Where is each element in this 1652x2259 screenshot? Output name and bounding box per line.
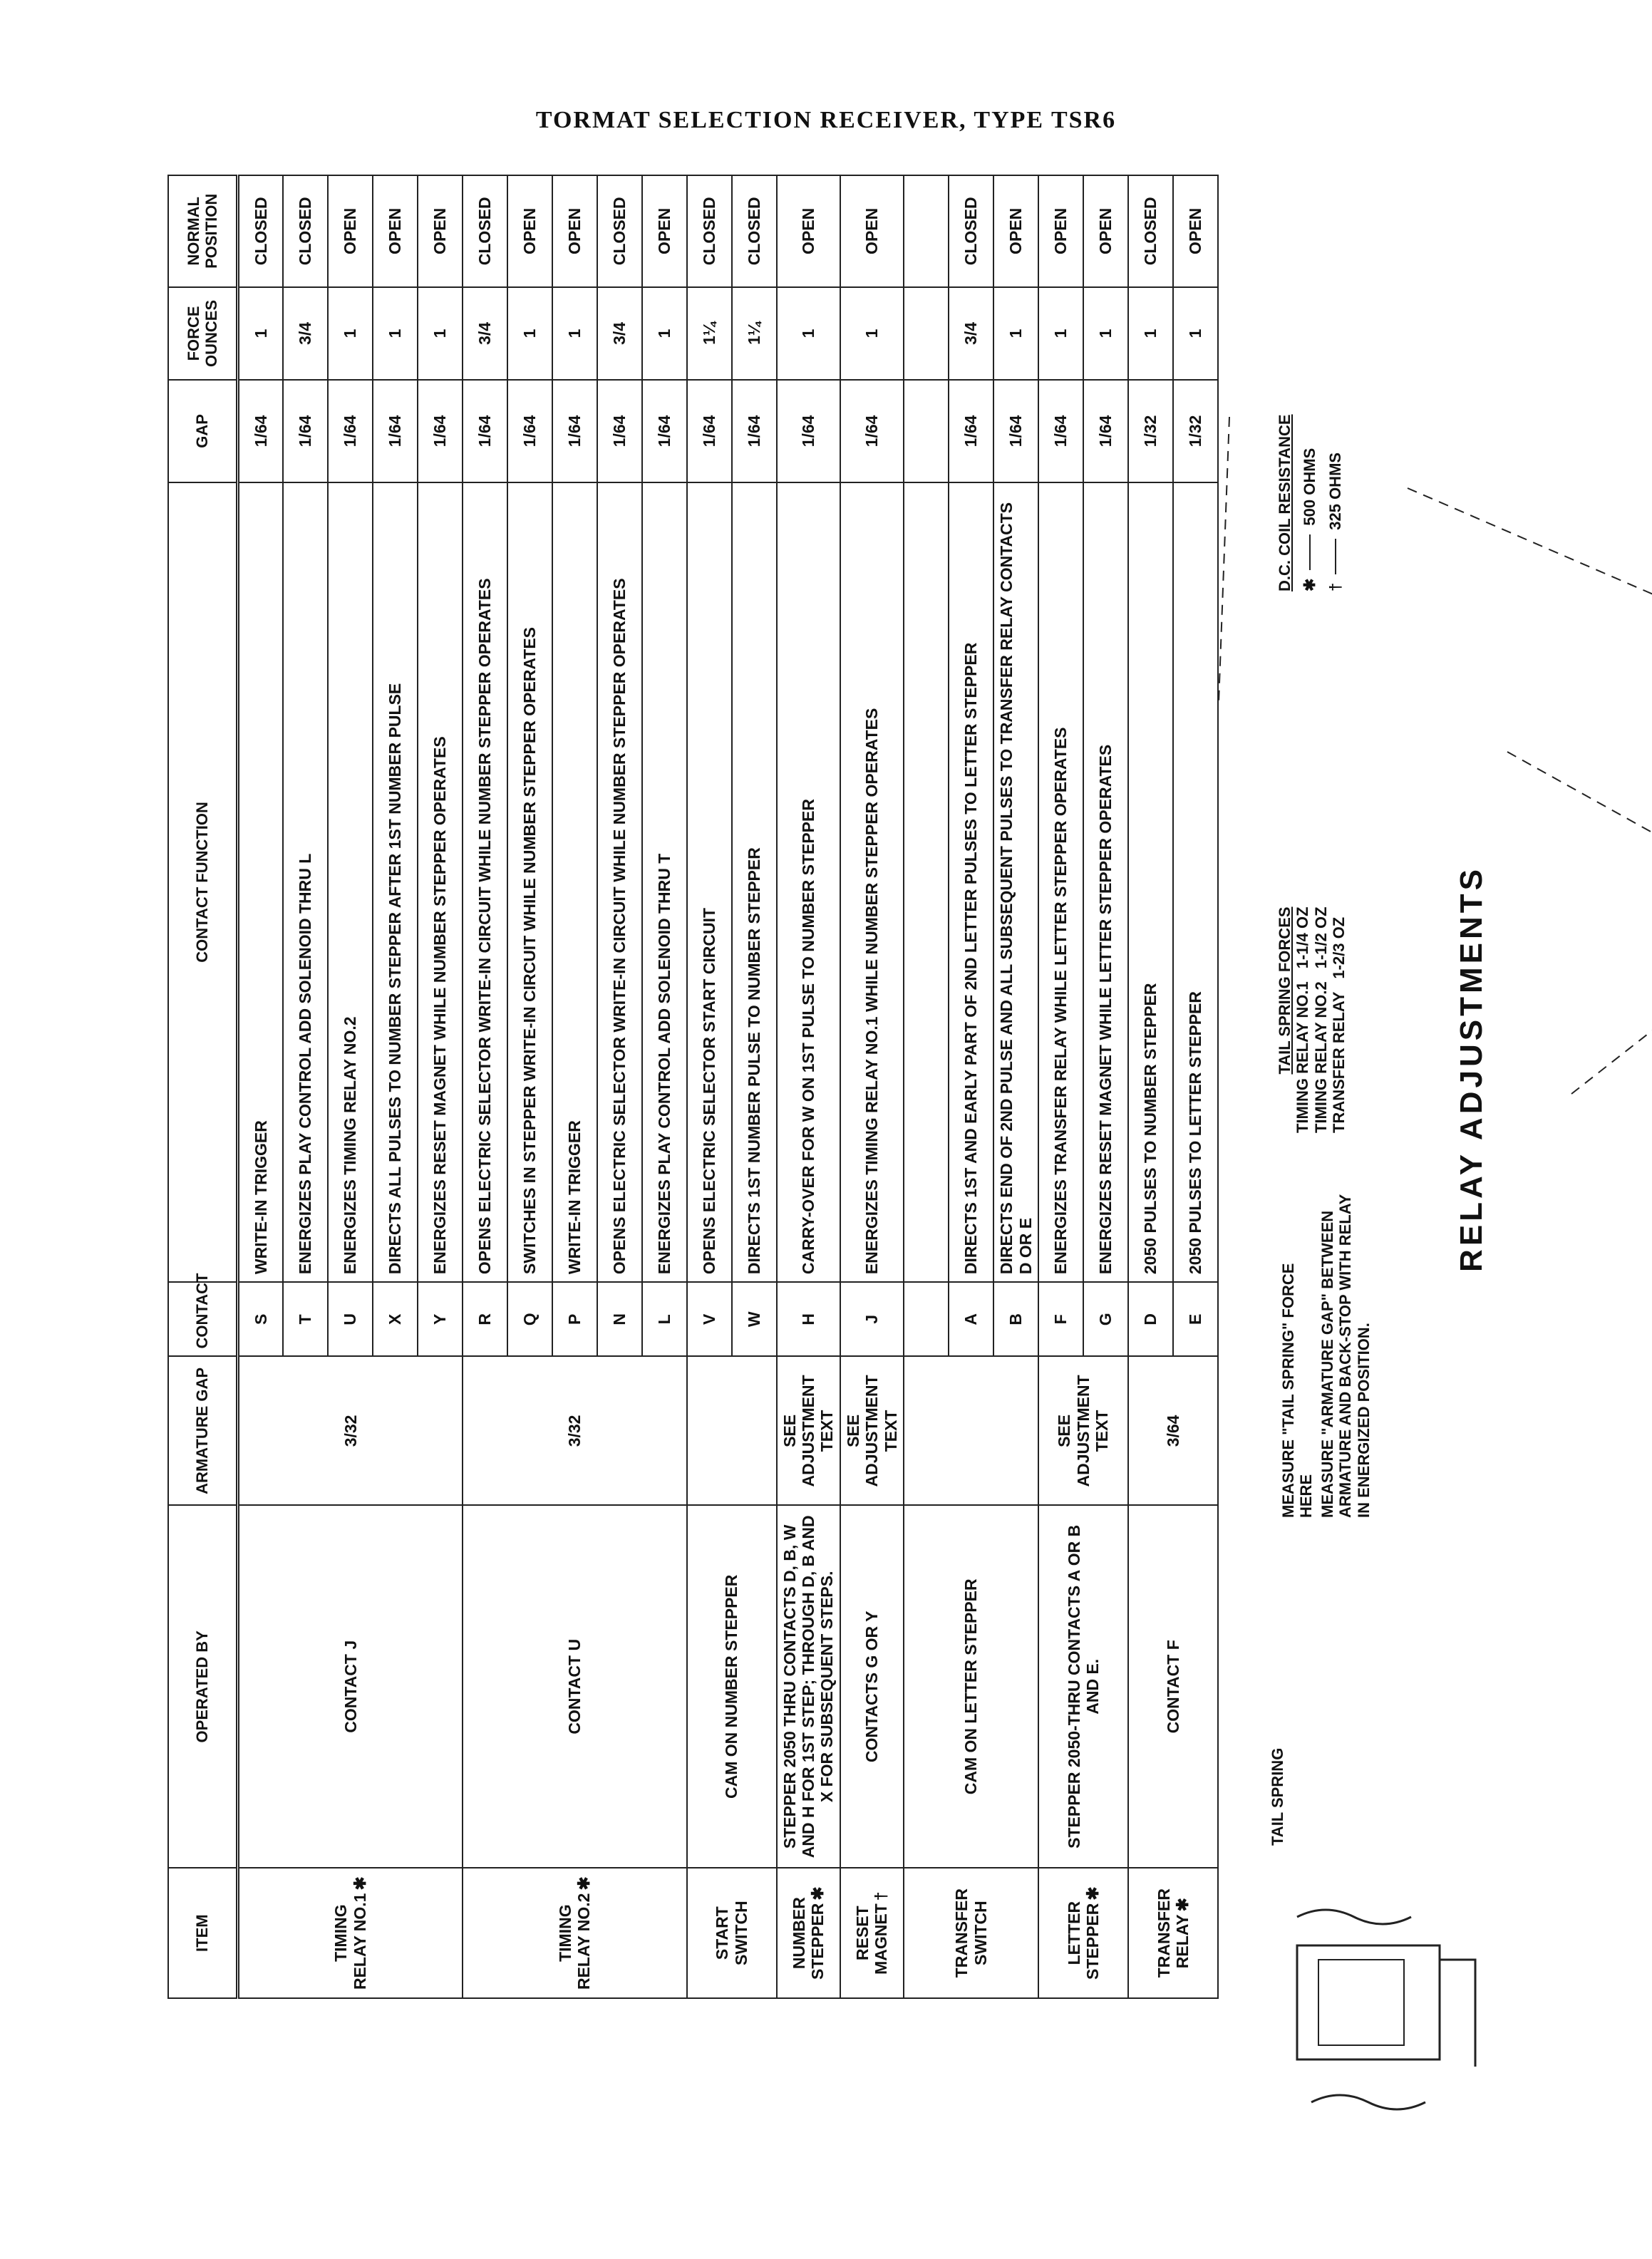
col-header-item: ITEM	[168, 1868, 238, 1998]
col-header-gap: GAP	[168, 380, 238, 482]
item-name: NUMBER STEPPER	[789, 1897, 827, 1980]
cell-force: 1	[507, 287, 552, 381]
item-name: TIMING RELAY NO.2	[555, 1893, 593, 1990]
cell-contact: U	[328, 1282, 373, 1356]
cell-force: 1	[1128, 287, 1173, 381]
cell-normal-position: OPEN	[1038, 175, 1083, 287]
relay-name: TRANSFER RELAY	[1329, 991, 1348, 1133]
cell-gap: 1/64	[552, 380, 597, 482]
cell-contact: R	[463, 1282, 507, 1356]
cell-normal-position: OPEN	[418, 175, 463, 287]
cell-contact-function: ENERGIZES PLAY CONTROL ADD SOLENOID THRU T	[642, 482, 687, 1282]
cell-armature-gap: SEE ADJUSTMENT TEXT	[777, 1357, 840, 1506]
cell-normal-position: CLOSED	[597, 175, 642, 287]
item-name: TIMING RELAY NO.1	[331, 1893, 369, 1990]
cell-gap: 1/64	[507, 380, 552, 482]
cell-contact-function: WRITE-IN TRIGGER	[238, 482, 283, 1282]
relay-contact-diagram	[1044, 709, 1237, 1999]
cell-contact: F	[1038, 1282, 1083, 1356]
relay-side-view-svg	[1269, 1888, 1497, 2259]
tail-spring-forces-title: TAIL SPRING FORCES	[1276, 906, 1294, 1075]
cell-contact-function: ENERGIZES RESET MAGNET WHILE LETTER STEPPER OPERATES	[1083, 482, 1128, 1282]
cell-contact-function: ENERGIZES PLAY CONTROL ADD SOLENOID THRU L	[283, 482, 328, 1282]
coil-resistance-mark: ✱	[1173, 1898, 1192, 1912]
cell-normal-position: CLOSED	[283, 175, 328, 287]
force-value: 1-1/2 OZ	[1311, 906, 1330, 969]
cell-force: 3/4	[463, 287, 507, 381]
coil-resistance-title: D.C. COIL RESISTANCE	[1276, 414, 1294, 591]
cell-contact-function: DIRECTS END OF 2ND PULSE AND ALL SUBSEQUENT PULSES TO TRANSFER RELAY CONTACTS D OR E	[993, 482, 1038, 1282]
force-value: 1-2/3 OZ	[1329, 916, 1348, 979]
tail-spring-force-row	[1330, 848, 1348, 1133]
cell-contact-function: SWITCHES IN STEPPER WRITE-IN CIRCUIT WHILE NUMBER STEPPER OPERATES	[507, 482, 552, 1282]
cell-normal-position: OPEN	[373, 175, 418, 287]
cell-force: 1	[1083, 287, 1128, 381]
dash-line	[1309, 534, 1311, 570]
cell-gap: 1/64	[642, 380, 687, 482]
measure-gap-note: MEASURE "ARMATURE GAP" BETWEEN ARMATURE AND BACK-STOP WITH RELAY IN ENERGIZED POSITION.	[1318, 1194, 1373, 1518]
cell-contact: X	[373, 1282, 418, 1356]
item-name: START SWITCH	[713, 1901, 750, 1966]
cell-armature-gap: 3/32	[463, 1357, 687, 1506]
cell-contact-function: ENERGIZES TIMING RELAY NO.2	[328, 482, 373, 1282]
tail-spring-forces-rows	[1294, 848, 1348, 1133]
cell-normal-position: OPEN	[642, 175, 687, 287]
force-value: 1-1/4 OZ	[1294, 906, 1312, 969]
cell-gap: 1/64	[1038, 380, 1083, 482]
cell-contact: J	[840, 1282, 904, 1356]
cell-operated-by: CAM ON NUMBER STEPPER	[687, 1505, 777, 1868]
cell-force: 3/4	[283, 287, 328, 381]
cell-gap: 1/64	[687, 380, 732, 482]
diagram-drawing	[253, 175, 1322, 1999]
cell-normal-position: OPEN	[507, 175, 552, 287]
cell-force: 1	[373, 287, 418, 381]
cell-force: 1	[993, 287, 1038, 381]
cell-operated-by: CONTACTS G OR Y	[840, 1505, 904, 1868]
cell-armature-gap: 3/64	[1128, 1357, 1218, 1506]
cell-contact: B	[993, 1282, 1038, 1356]
cell-contact: T	[283, 1282, 328, 1356]
cell-contact: E	[1173, 1282, 1218, 1356]
cell-gap: 1/64	[463, 380, 507, 482]
relay-name: TIMING RELAY NO.1	[1294, 981, 1312, 1133]
cell-contact: G	[1083, 1282, 1128, 1356]
cell-force: 1	[1173, 287, 1218, 381]
cell-contact: D	[1128, 1282, 1173, 1356]
cell-contact-function: OPENS ELECTRIC SELECTOR START CIRCUIT	[687, 482, 732, 1282]
cell-normal-position: OPEN	[840, 175, 904, 287]
cell-normal-position: OPEN	[777, 175, 840, 287]
cell-normal-position: CLOSED	[687, 175, 732, 287]
coil-resistance-row	[1326, 378, 1344, 591]
cell-gap: 1/64	[418, 380, 463, 482]
coil-resistance-mark: ✱	[808, 1886, 827, 1901]
cell-gap: 1/32	[1173, 380, 1218, 482]
cell-gap: 1/32	[1128, 380, 1173, 482]
cell-force: 1¼	[687, 287, 732, 381]
coil-resistance-mark: ✱	[350, 1876, 369, 1891]
cell-force: 1	[642, 287, 687, 381]
cell-force: 1	[418, 287, 463, 381]
tail-spring-force-row	[1312, 848, 1330, 1133]
coil-resistance-mark: ✱	[1083, 1886, 1103, 1901]
cell-contact-function: 2050 PULSES TO LETTER STEPPER	[1173, 482, 1218, 1282]
cell-force: 1	[552, 287, 597, 381]
cell-force: 3/4	[949, 287, 993, 381]
cell-contact: H	[777, 1282, 840, 1356]
cell-normal-position: CLOSED	[732, 175, 777, 287]
cell-contact-function: DIRECTS ALL PULSES TO NUMBER STEPPER AFTER 1ST NUMBER PULSE	[373, 482, 418, 1282]
item-name: TRANSFER RELAY	[1154, 1888, 1192, 1978]
item-name: RESET MAGNET	[853, 1903, 891, 1975]
cell-force: 3/4	[597, 287, 642, 381]
cell-normal-position: OPEN	[552, 175, 597, 287]
table-header-row	[168, 175, 238, 1998]
cell-contact-function: DIRECTS 1ST NUMBER PULSE TO NUMBER STEPPER	[732, 482, 777, 1282]
page-header: TORMAT SELECTION RECEIVER, TYPE TSR6	[535, 107, 1117, 133]
coil-resistance-mark: ✱	[574, 1876, 593, 1891]
cell-contact: Y	[418, 1282, 463, 1356]
cell-operated-by: CAM ON LETTER STEPPER	[904, 1505, 1038, 1868]
cell-armature-gap: SEE ADJUSTMENT TEXT	[840, 1357, 904, 1506]
cell-gap: 1/64	[949, 380, 993, 482]
cell-operated-by: CONTACT J	[238, 1505, 463, 1868]
tail-spring-forces-block	[1276, 848, 1348, 1133]
col-header-armature-gap: ARMATURE GAP	[168, 1357, 238, 1506]
relay-adjustments-title: RELAY ADJUSTMENTS	[1454, 866, 1489, 1272]
col-header-normal-position: NORMAL POSITION	[168, 175, 238, 287]
cell-gap: 1/64	[1083, 380, 1128, 482]
tail-spring-force-row	[1294, 848, 1311, 1133]
footer-title	[1454, 812, 1490, 1325]
relay-side-view-illustration	[1269, 1746, 1497, 2116]
coil-symbol: †	[1326, 582, 1344, 591]
cell-force: 1	[1038, 287, 1083, 381]
coil-resistance-mark: †	[872, 1891, 891, 1901]
cell-normal-position: CLOSED	[463, 175, 507, 287]
cell-contact-function: ENERGIZES RESET MAGNET WHILE NUMBER STEPPER OPERATES	[418, 482, 463, 1282]
dash-line	[1335, 539, 1336, 574]
cell-force: 1	[238, 287, 283, 381]
cell-contact: S	[238, 1282, 283, 1356]
cell-gap: 1/64	[283, 380, 328, 482]
cell-contact: A	[949, 1282, 993, 1356]
cell-contact: W	[732, 1282, 777, 1356]
cell-gap: 1/64	[373, 380, 418, 482]
cell-armature-gap: 3/32	[238, 1357, 463, 1506]
cell-normal-position: CLOSED	[1128, 175, 1173, 287]
resistance-value: 500 OHMS	[1301, 448, 1319, 526]
cell-normal-position: CLOSED	[238, 175, 283, 287]
cell-operated-by: CONTACT F	[1128, 1505, 1218, 1868]
col-header-contact-function: CONTACT FUNCTION	[168, 482, 238, 1282]
cell-gap: 1/64	[238, 380, 283, 482]
coil-resistance-block	[1276, 378, 1344, 591]
cell-contact-function: DIRECTS 1ST AND EARLY PART OF 2ND LETTER PULSES TO LETTER STEPPER	[949, 482, 993, 1282]
cell-contact-function: OPENS ELECTRIC SELECTOR WRITE-IN CIRCUIT WHILE NUMBER STEPPER OPERATES	[463, 482, 507, 1282]
cell-normal-position: OPEN	[328, 175, 373, 287]
coil-symbol: ✱	[1301, 578, 1319, 591]
item-name: LETTER STEPPER	[1064, 1901, 1103, 1980]
tail-spring-label: TAIL SPRING	[1269, 1747, 1286, 1846]
cell-force: 1	[777, 287, 840, 381]
cell-contact-function: OPENS ELECTRIC SELECTOR WRITE-IN CIRCUIT WHILE NUMBER STEPPER OPERATES	[597, 482, 642, 1282]
cell-normal-position: OPEN	[1173, 175, 1218, 287]
cell-operated-by: CONTACT U	[463, 1505, 687, 1868]
cell-contact-function: 2050 PULSES TO NUMBER STEPPER	[1128, 482, 1173, 1282]
cell-contact-function: ENERGIZES TIMING RELAY NO.1 WHILE NUMBER STEPPER OPERATES	[840, 482, 904, 1282]
col-header-operated-by: OPERATED BY	[168, 1505, 238, 1868]
cell-gap: 1/64	[732, 380, 777, 482]
cell-gap: 1/64	[328, 380, 373, 482]
cell-operated-by: STEPPER 2050 THRU CONTACTS D, B, W AND H FOR 1ST STEP; THROUGH D, B AND X FOR SUBSEQUENT STEPS.	[777, 1505, 840, 1868]
measure-force-note: MEASURE "TAIL SPRING" FORCE HERE	[1279, 1263, 1316, 1518]
cell-gap: 1/64	[597, 380, 642, 482]
cell-armature-gap: SEE ADJUSTMENT TEXT	[1038, 1357, 1128, 1506]
col-header-force: FORCE OUNCES	[168, 287, 238, 381]
cell-contact-function: WRITE-IN TRIGGER	[552, 482, 597, 1282]
cell-force: 1	[840, 287, 904, 381]
cell-force: 1¼	[732, 287, 777, 381]
relay-name: TIMING RELAY NO.2	[1311, 981, 1330, 1133]
cell-contact: N	[597, 1282, 642, 1356]
col-header-contact: CONTACT	[168, 1282, 238, 1356]
cell-contact: L	[642, 1282, 687, 1356]
resistance-value: 325 OHMS	[1326, 452, 1344, 530]
cell-contact: V	[687, 1282, 732, 1356]
cell-gap: 1/64	[993, 380, 1038, 482]
cell-contact-function: ENERGIZES TRANSFER RELAY WHILE LETTER STEPPER OPERATES	[1038, 482, 1083, 1282]
coil-resistance-row	[1301, 378, 1318, 591]
rotated-page-content	[167, 175, 1237, 1999]
cell-force: 1	[328, 287, 373, 381]
cell-normal-position: OPEN	[993, 175, 1038, 287]
cell-contact-function: CARRY-OVER FOR W ON 1ST PULSE TO NUMBER STEPPER	[777, 482, 840, 1282]
item-name: TRANSFER SWITCH	[952, 1888, 990, 1978]
cell-gap: 1/64	[840, 380, 904, 482]
cell-contact: P	[552, 1282, 597, 1356]
cell-normal-position: OPEN	[1083, 175, 1128, 287]
cell-gap: 1/64	[777, 380, 840, 482]
coil-resistance-rows	[1301, 378, 1344, 591]
cell-normal-position: CLOSED	[949, 175, 993, 287]
cell-operated-by: STEPPER 2050-THRU CONTACTS A OR B AND E.	[1038, 1505, 1128, 1868]
cell-contact: Q	[507, 1282, 552, 1356]
